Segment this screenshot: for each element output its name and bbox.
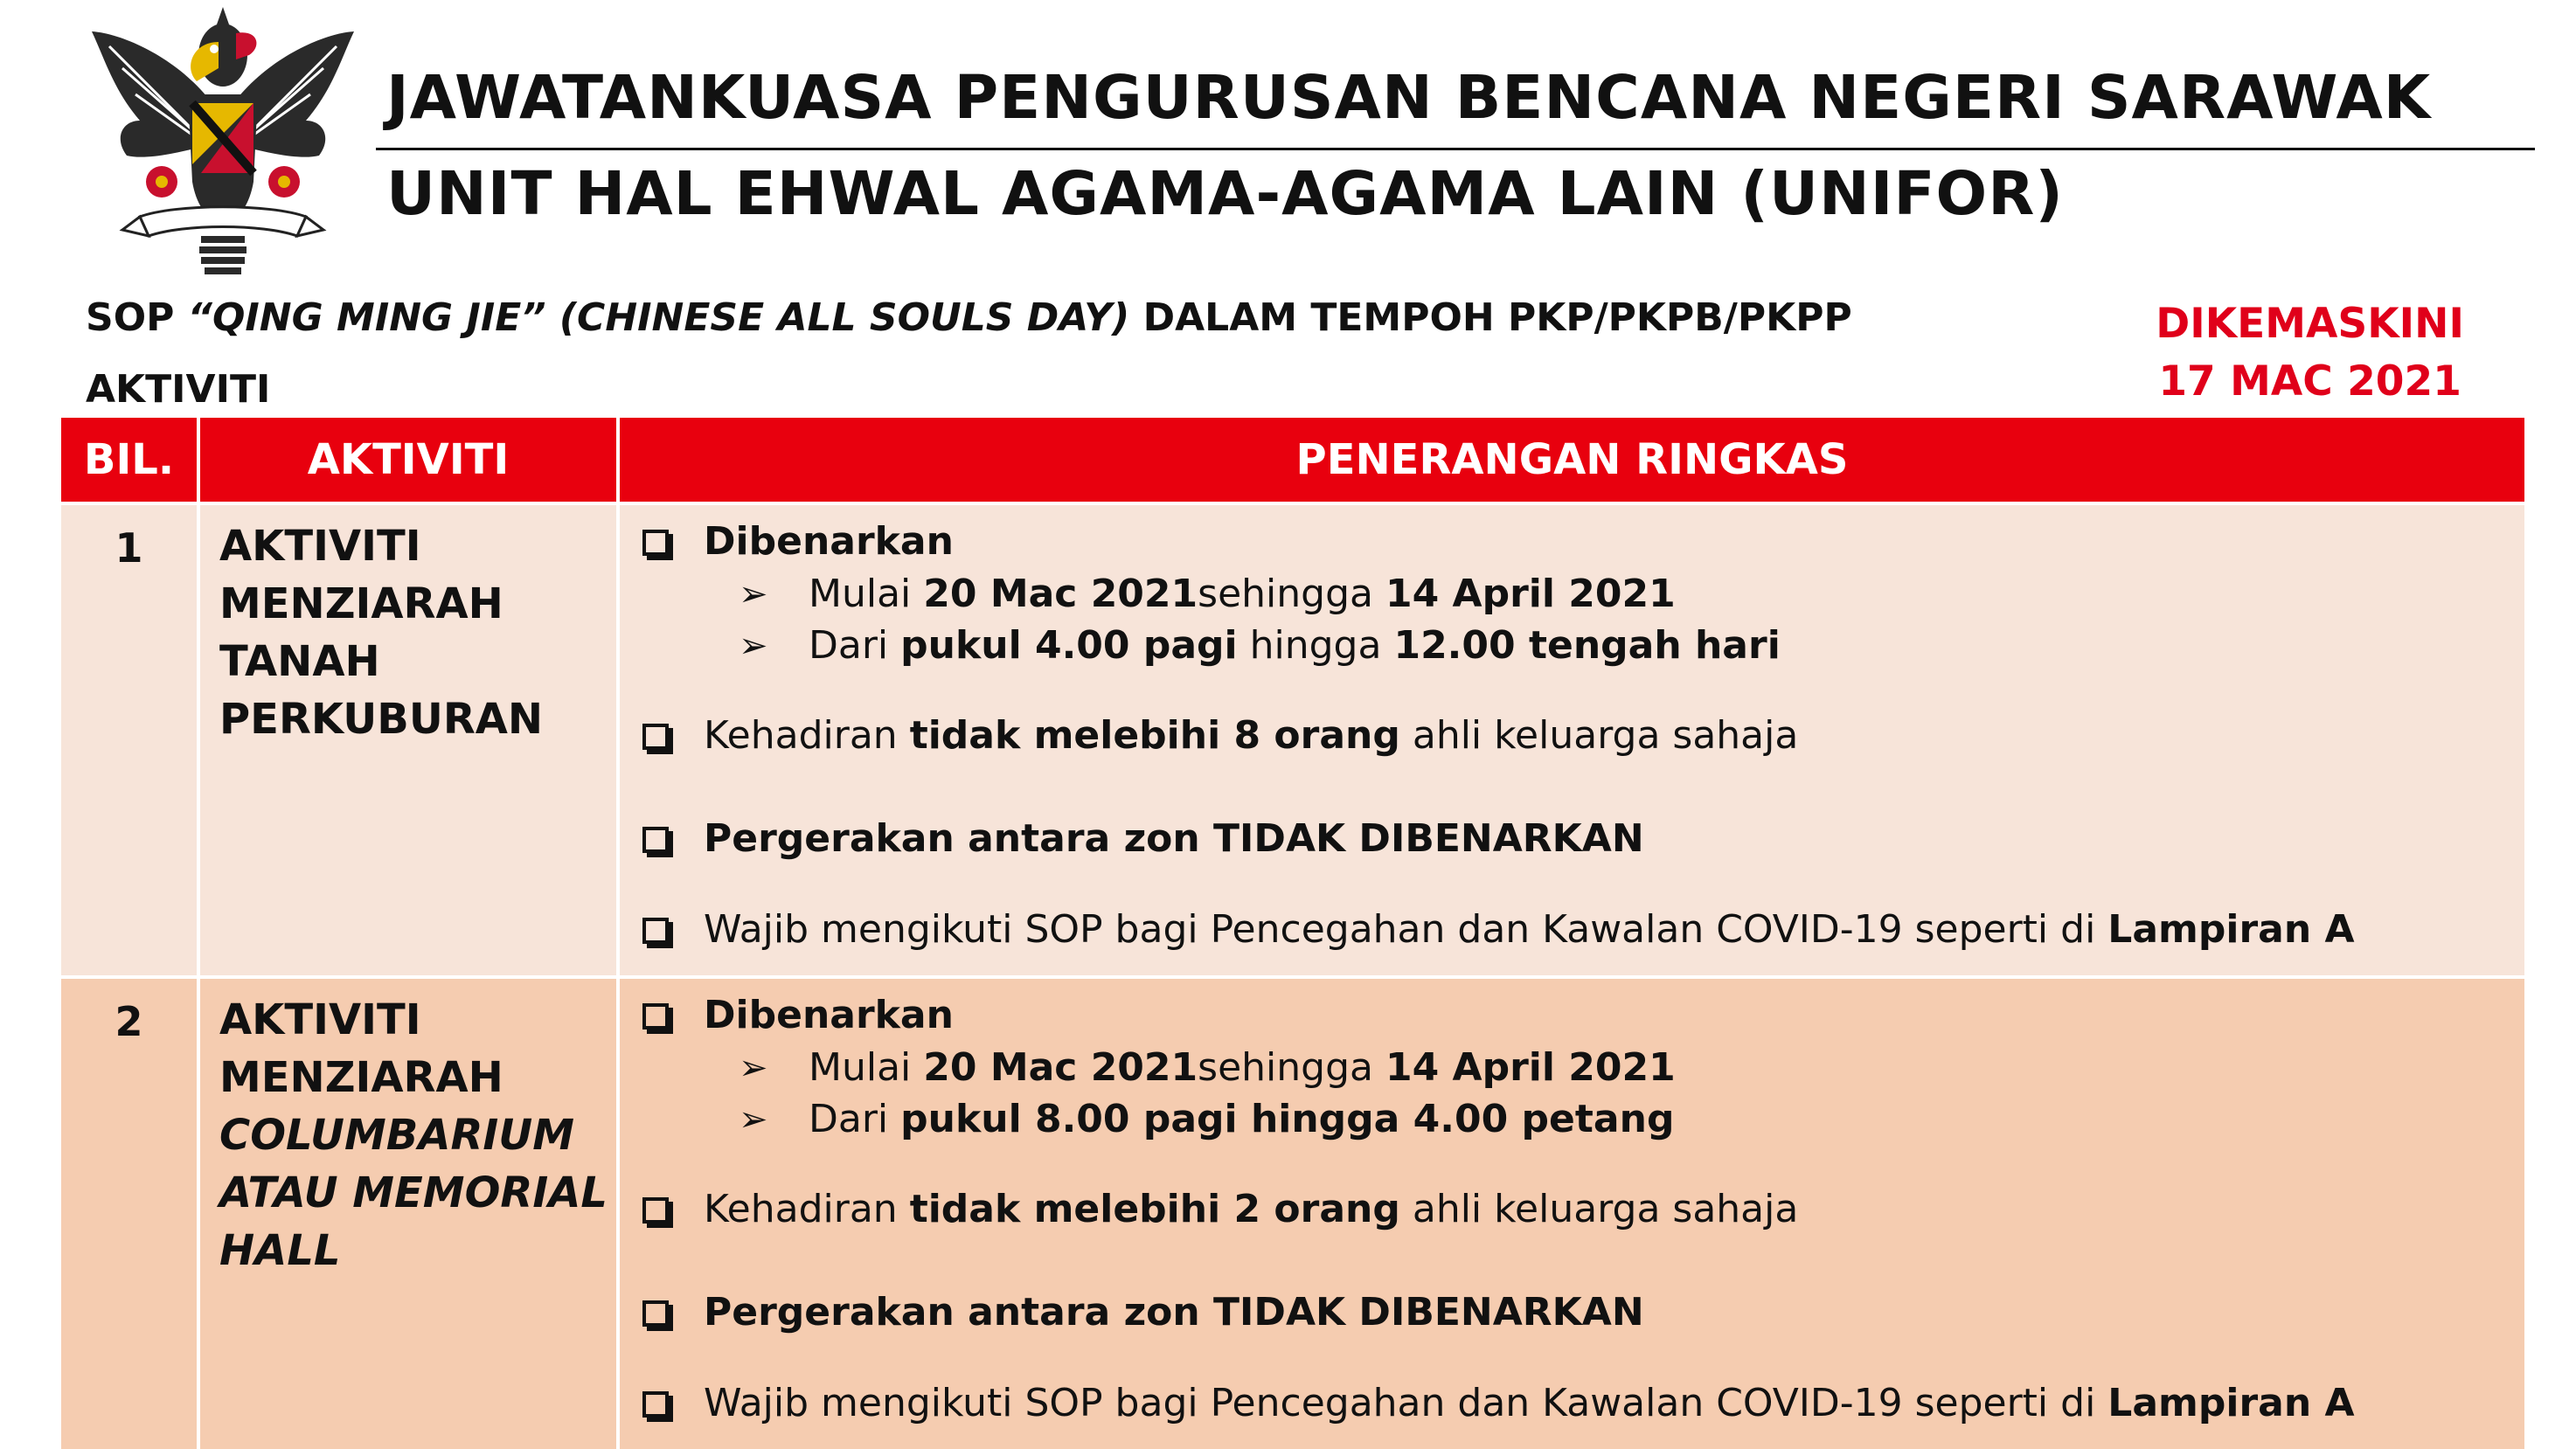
table-row xyxy=(61,503,2524,977)
header-divider xyxy=(376,148,2535,150)
subtitle-suffix: DALAM TEMPOH PKP/PKPB/PKPP xyxy=(1129,295,1852,340)
table-header-row xyxy=(61,418,2524,503)
sarawak-state-crest-icon xyxy=(87,7,358,283)
activity-cell xyxy=(198,503,618,977)
activity-line: TANAH xyxy=(219,637,380,686)
subtitle-event: “QING MING JIE” (CHINESE ALL SOULS DAY) xyxy=(187,295,1130,340)
checkbox-bullet-icon xyxy=(642,918,669,944)
updated-date: 17 MAC 2021 xyxy=(2158,357,2461,406)
arrow-bullet-icon: ➢ xyxy=(739,1099,768,1140)
checkbox-bullet-icon xyxy=(642,1003,669,1030)
text: Kehadiran xyxy=(704,1187,898,1231)
allowed-label: Dibenarkan xyxy=(704,519,954,564)
checkbox-bullet-icon xyxy=(642,530,669,556)
list-item xyxy=(642,1183,2524,1236)
sub-item xyxy=(739,1042,2524,1093)
sub-item xyxy=(739,568,2524,620)
list-item xyxy=(642,1286,2524,1339)
subtitle-prefix: SOP xyxy=(86,295,188,340)
text: hingga xyxy=(1249,622,1382,668)
updated-notice xyxy=(2156,295,2464,411)
text: ahli keluarga sahaja xyxy=(1412,713,1799,758)
text: sehingga xyxy=(1198,571,1373,616)
list-item xyxy=(642,989,2524,1042)
text: Mulai xyxy=(809,1044,912,1090)
list-item xyxy=(642,813,2524,865)
text: ahli keluarga sahaja xyxy=(1412,1187,1799,1231)
checkbox-bullet-icon xyxy=(642,1391,669,1418)
date-end: 14 April 2021 xyxy=(1385,571,1676,616)
section-label: AKTIVITI xyxy=(86,367,271,412)
text: sehingga xyxy=(1198,1044,1373,1090)
list-item xyxy=(642,1377,2524,1430)
column-header-penerangan: PENERANGAN RINGKAS xyxy=(618,418,2524,503)
row-number: 1 xyxy=(61,503,198,977)
sub-item xyxy=(739,620,2524,671)
date-end: 14 April 2021 xyxy=(1385,1044,1676,1090)
list-item xyxy=(642,904,2524,956)
appendix-ref: Lampiran A xyxy=(2107,1381,2355,1425)
date-start: 20 Mac 2021 xyxy=(923,571,1198,616)
activity-line: MENZIARAH xyxy=(219,1053,503,1102)
arrow-bullet-icon: ➢ xyxy=(739,625,768,666)
document-subtitle xyxy=(86,295,1852,340)
sub-item xyxy=(739,1093,2524,1145)
checkbox-bullet-icon xyxy=(642,1197,669,1224)
movement-rule: Pergerakan antara zon TIDAK DIBENARKAN xyxy=(704,816,1644,861)
text: Kehadiran xyxy=(704,713,898,758)
activity-cell xyxy=(198,977,618,1449)
row-number: 2 xyxy=(61,977,198,1449)
activity-line: ATAU MEMORIAL xyxy=(219,1168,608,1217)
time-start: pukul 4.00 pagi xyxy=(900,622,1238,668)
checkbox-bullet-icon xyxy=(642,724,669,750)
text: Wajib mengikuti SOP bagi Pencegahan dan Kawalan COVID-19 seperti di xyxy=(704,907,2096,952)
text: Dari xyxy=(809,622,889,668)
sop-table xyxy=(61,418,2524,1449)
appendix-ref: Lampiran A xyxy=(2107,907,2355,952)
list-item xyxy=(642,516,2524,568)
activity-line: AKTIVITI xyxy=(219,995,421,1044)
list-item xyxy=(642,710,2524,762)
unit-title: UNIT HAL EHWAL AGAMA-AGAMA LAIN (UNIFOR) xyxy=(386,159,2064,229)
activity-line: HALL xyxy=(219,1226,341,1275)
table-row xyxy=(61,977,2524,1449)
time-end: 12.00 tengah hari xyxy=(1393,622,1781,668)
movement-rule: Pergerakan antara zon TIDAK DIBENARKAN xyxy=(704,1290,1644,1335)
checkbox-bullet-icon xyxy=(642,1300,669,1327)
activity-line: COLUMBARIUM xyxy=(219,1111,575,1160)
arrow-bullet-icon: ➢ xyxy=(739,573,768,614)
time-range: pukul 8.00 pagi hingga 4.00 petang xyxy=(900,1096,1675,1141)
arrow-bullet-icon: ➢ xyxy=(739,1047,768,1088)
attendance-limit: tidak melebihi 8 orang xyxy=(909,713,1400,758)
text: Wajib mengikuti SOP bagi Pencegahan dan Kawalan COVID-19 seperti di xyxy=(704,1381,2096,1425)
activity-line: MENZIARAH xyxy=(219,579,503,628)
activity-line: AKTIVITI xyxy=(219,522,421,571)
column-header-aktiviti: AKTIVITI xyxy=(198,418,618,503)
column-header-bil: BIL. xyxy=(61,418,198,503)
description-cell xyxy=(618,977,2524,1449)
attendance-limit: tidak melebihi 2 orang xyxy=(909,1187,1400,1231)
updated-label: DIKEMASKINI xyxy=(2156,300,2464,348)
activity-line: PERKUBURAN xyxy=(219,695,544,744)
checkbox-bullet-icon xyxy=(642,827,669,853)
allowed-label: Dibenarkan xyxy=(704,993,954,1037)
organization-title: JAWATANKUASA PENGURUSAN BENCANA NEGERI SARAWAK xyxy=(386,63,2432,133)
text: Mulai xyxy=(809,571,912,616)
text: Dari xyxy=(809,1096,889,1141)
description-cell xyxy=(618,503,2524,977)
date-start: 20 Mac 2021 xyxy=(923,1044,1198,1090)
